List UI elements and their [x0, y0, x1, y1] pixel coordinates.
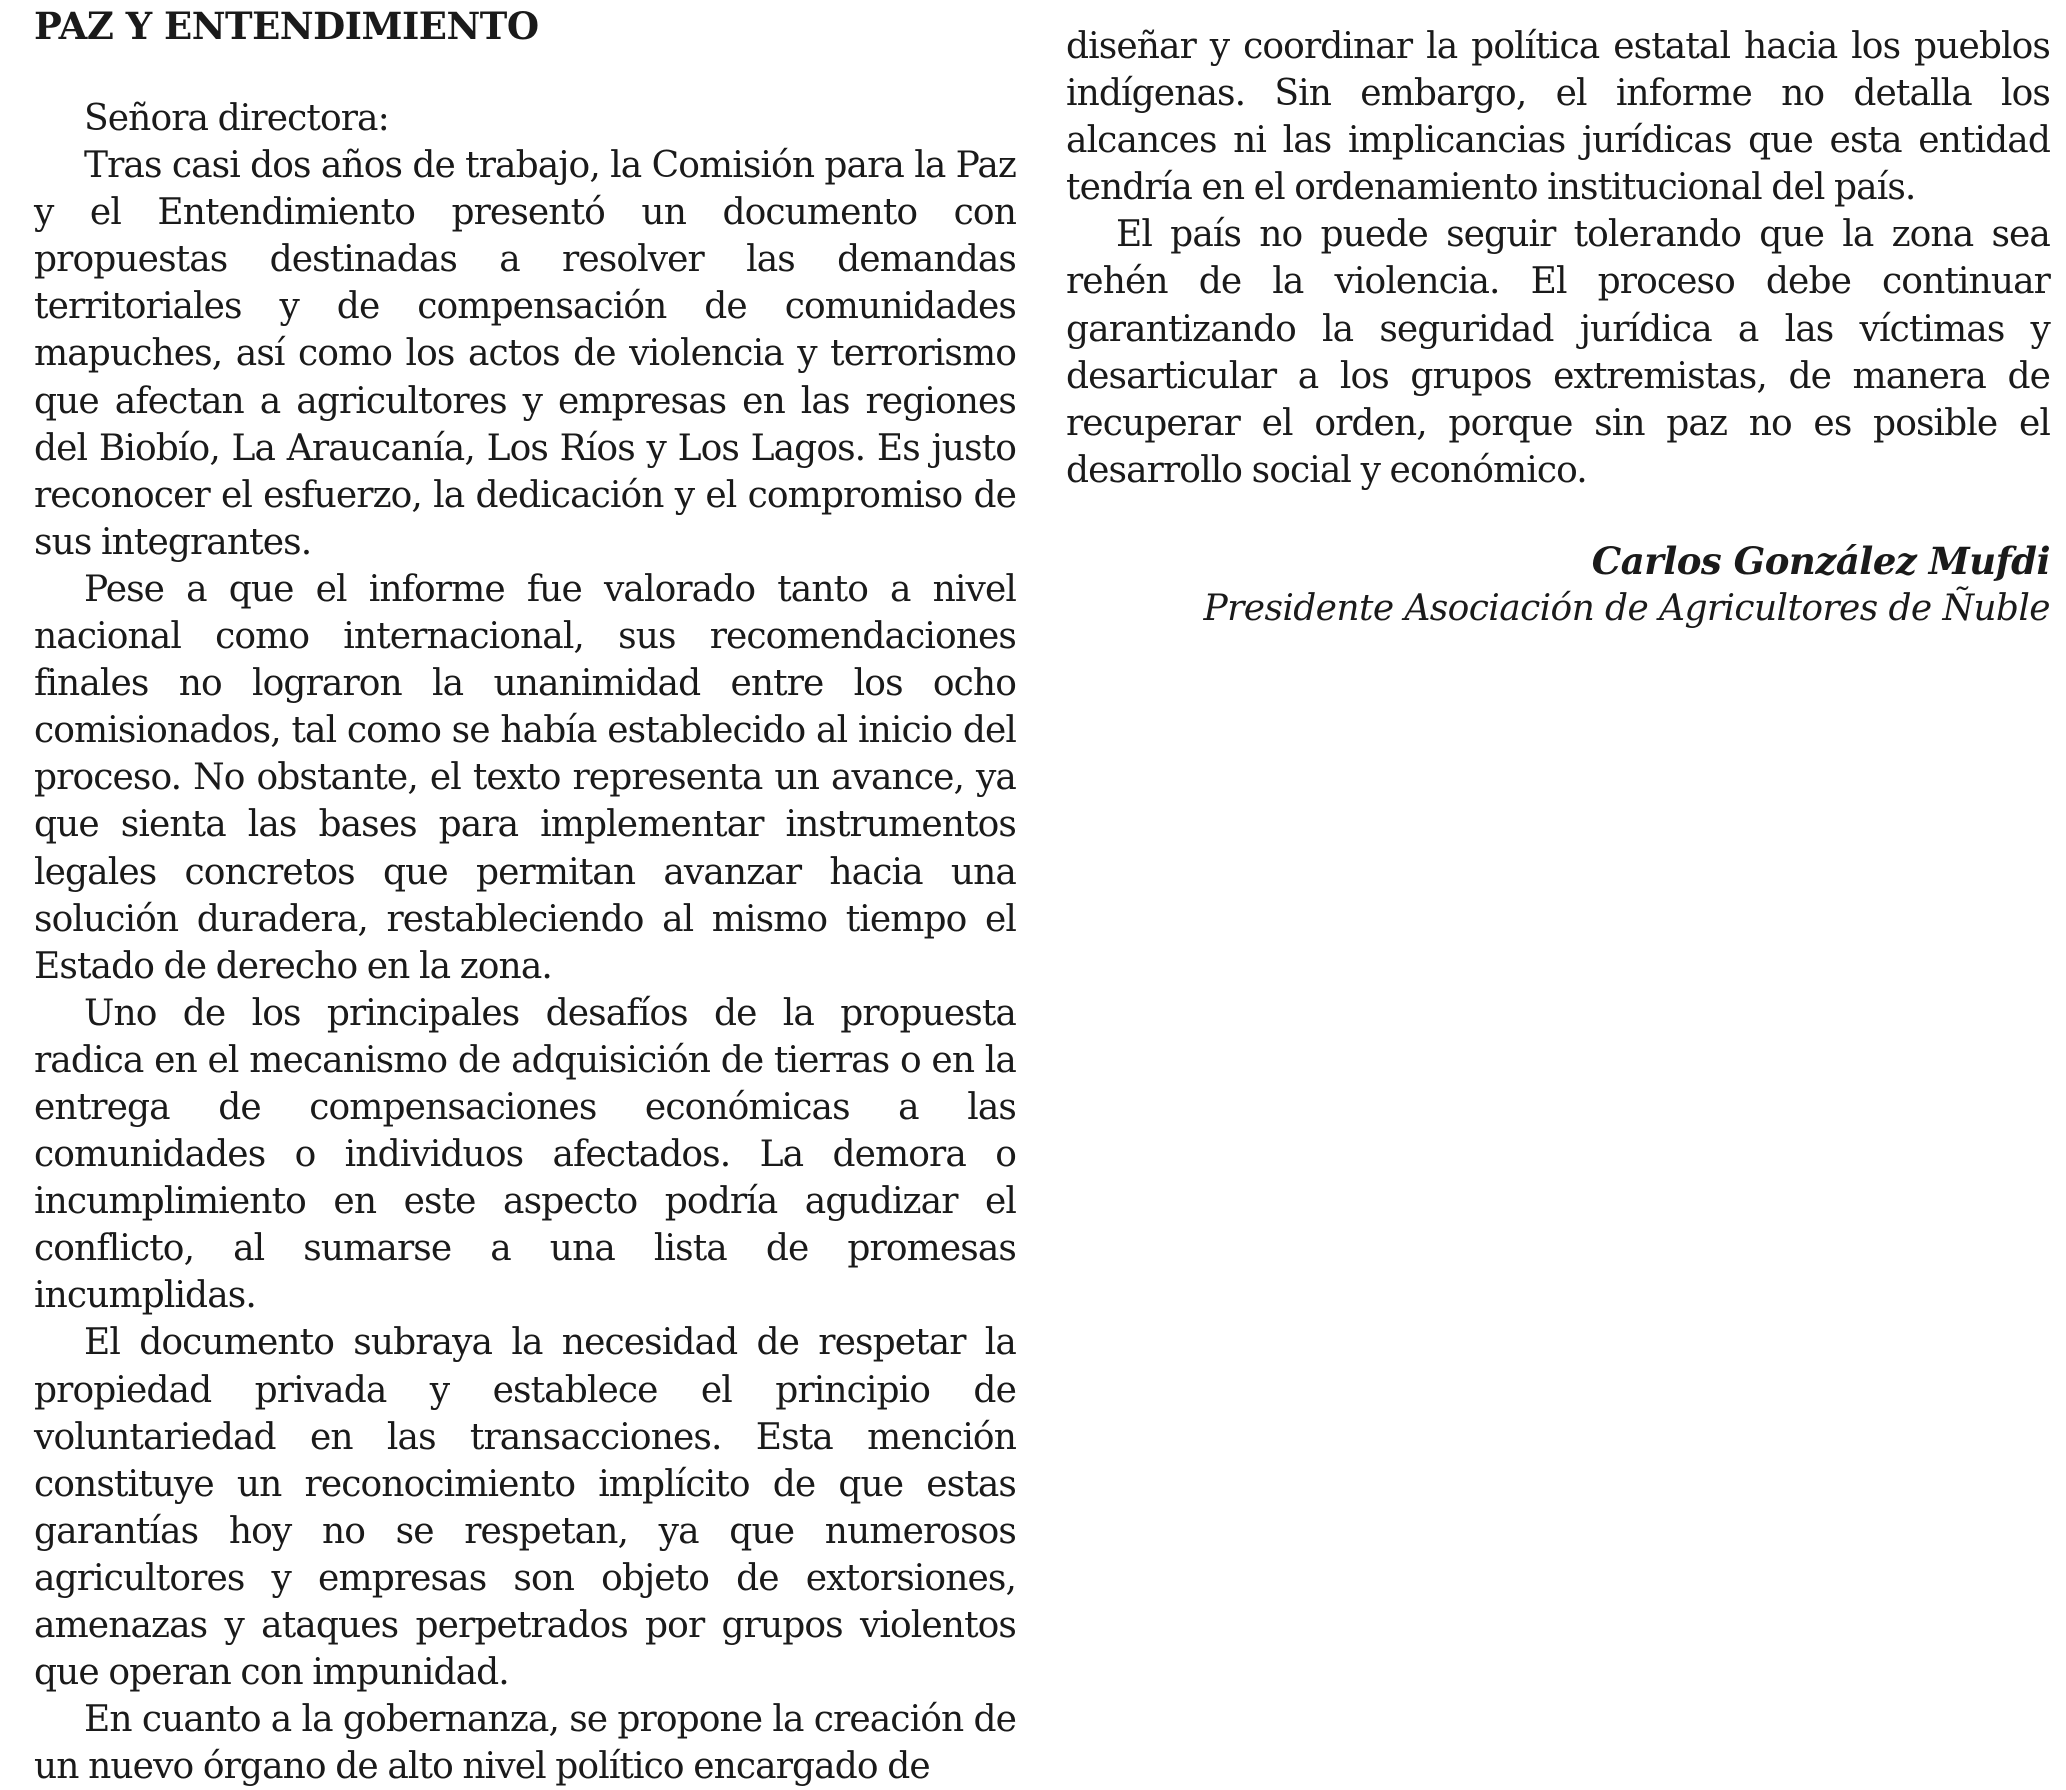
paragraph-conclusion: El país no puede seguir tolerando que la zona sea rehén de la violencia. El proceso debe continuar garantizando la seguridad jurídica a las víctimas y desarticular a los grupos extremistas, de manera de recuperar el orden, porque sin paz no es posible el desarrollo social y económico. [1066, 214, 2050, 491]
signature-title: Presidente Asociación de Agricultores de Ñuble [1203, 588, 2050, 629]
left-column [34, 95, 1016, 1790]
signature-name: Carlos González Mufdi [1591, 539, 2050, 583]
paragraph-challenges: Uno de los principales desafíos de la propuesta radica en el mecanismo de adquisición de tierras o en la entrega de compensaciones económicas a las comunidades o individuos afectados. La demora o incumplimiento en este aspecto podría agudizar el conflicto, al sumarse a una lista de promesas incumplidas. [34, 992, 1016, 1317]
signature-block [1204, 537, 2050, 633]
paragraph-continuation: diseñar y coordinar la política estatal hacia los pueblos indígenas. Sin embargo, el informe no detalla los alcances ni las implicancias jurídicas que esta entidad tendría en el ordenamiento institucional del país. [1066, 26, 2050, 209]
salutation: Señora directora: [84, 98, 389, 139]
headline: PAZ Y ENTENDIMIENTO [34, 4, 539, 48]
paragraph-report-valuation: Pese a que el informe fue valorado tanto a nivel nacional como internacional, sus recomendaciones finales no lograron la unanimidad entre los ocho comisionados, tal como se había establecido al inicio del proceso. No obstante, el texto representa un avance, ya que sienta las bases para implementar instrumentos legales concretos que permitan avanzar hacia una solución duradera, restableciendo al mismo tiempo el Estado de derecho en la zona. [34, 568, 1016, 987]
right-column [1066, 23, 2050, 494]
paragraph-governance: En cuanto a la gobernanza, se propone la creación de un nuevo órgano de alto nivel político encargado de [34, 1699, 1016, 1788]
paragraph-private-property: El documento subraya la necesidad de respetar la propiedad privada y establece el principio de voluntariedad en las transacciones. Esta mención constituye un reconocimiento implícito de que estas garantías hoy no se respetan, ya que numerosos agricultores y empresas son objeto de extorsiones, amenazas y ataques perpetrados por grupos violentos que operan con impunidad. [34, 1322, 1016, 1694]
paragraph-intro: Tras casi dos años de trabajo, la Comisión para la Paz y el Entendimiento presentó un documento con propuestas destinadas a resolver las demandas territoriales y de compensación de comunidades mapuches, así como los actos de violencia y terrorismo que afectan a agricultores y empresas en las regiones del Biobío, La Araucanía, Los Ríos y Los Lagos. Es justo reconocer el esfuerzo, la dedicación y el compromiso de sus integrantes. [34, 145, 1016, 563]
